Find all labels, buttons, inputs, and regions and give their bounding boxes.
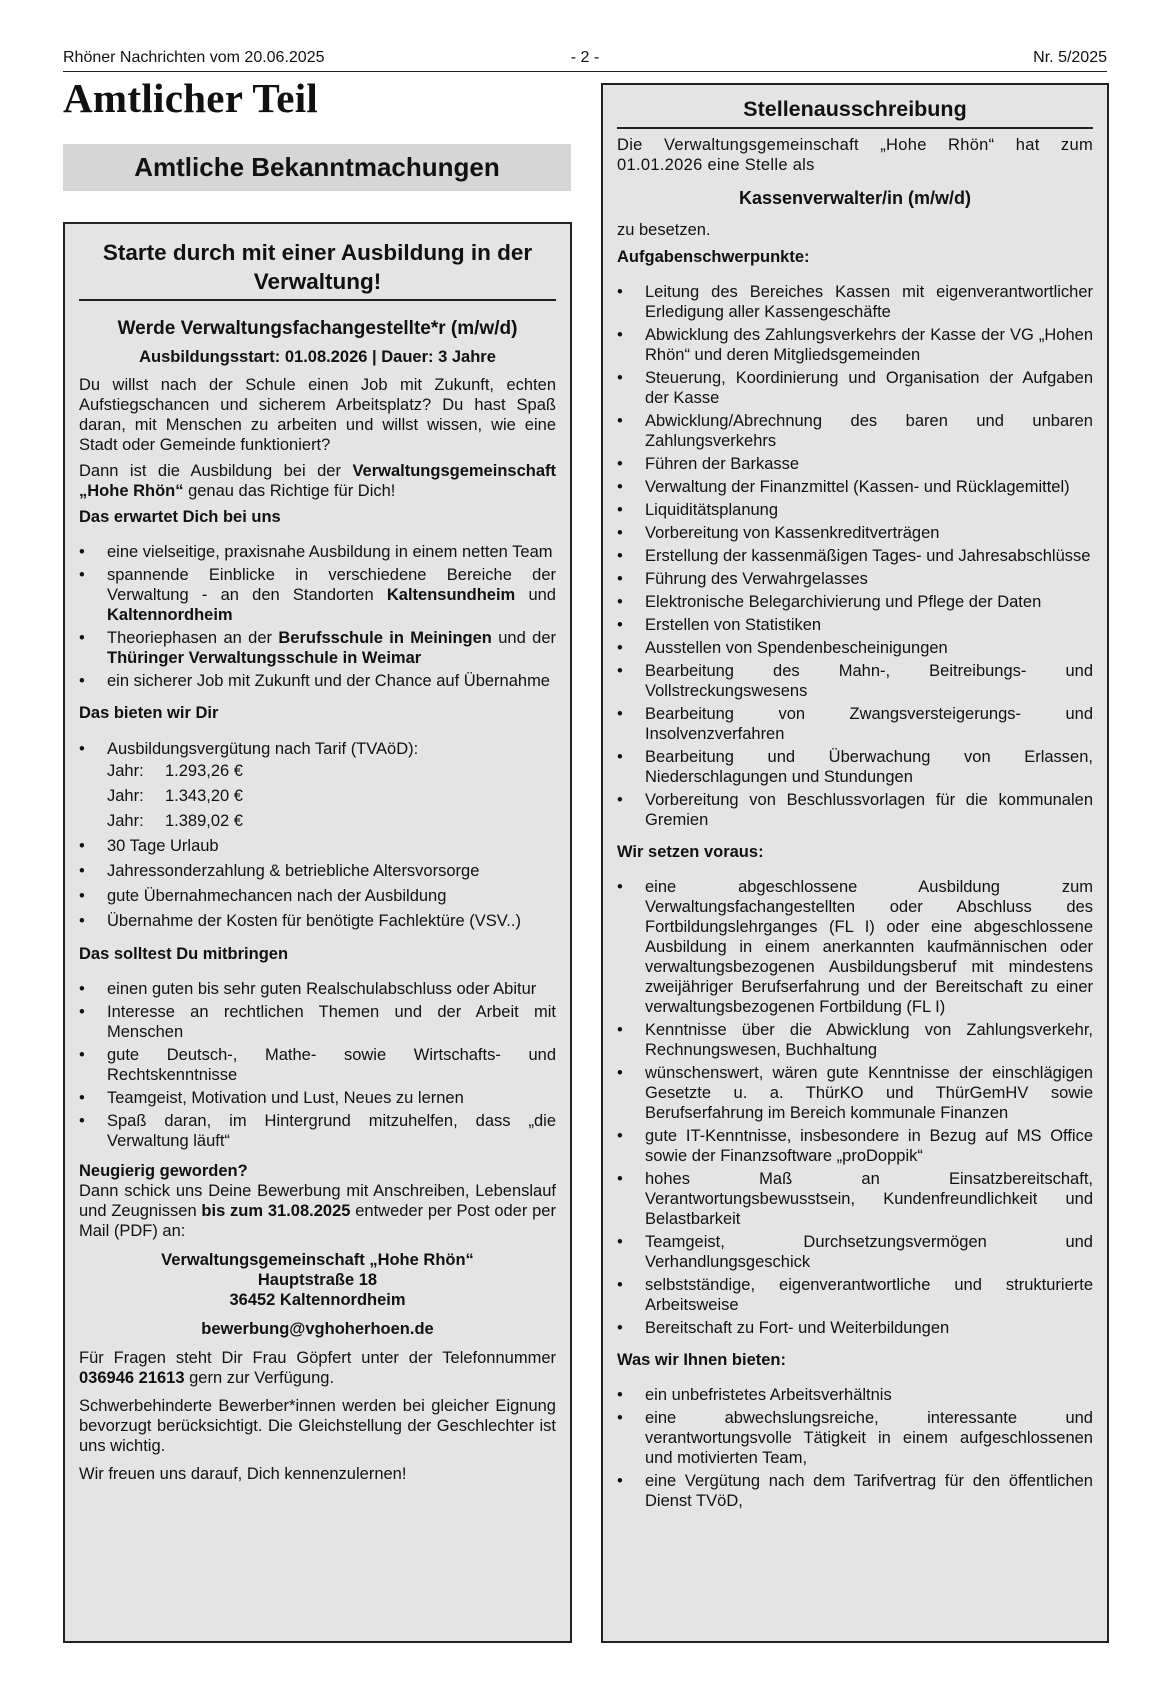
salary-row: Jahr: 1.389,02 € [107, 812, 243, 830]
page-title: Amtlicher Teil [63, 75, 319, 121]
job-ad-box [601, 83, 1109, 1643]
list-item: • Elektronische Belegarchivierung und Pflege der Daten [617, 592, 1093, 612]
section-title: Amtliche Bekanntmachungen [63, 144, 571, 191]
salary-row: Jahr: 1.293,26 € [107, 762, 243, 780]
training-start: Ausbildungsstart: 01.08.2026 | Dauer: 3 Jahre [139, 348, 496, 366]
closing-text: Wir freuen uns darauf, Dich kennenzulernen! [79, 1465, 407, 1483]
list-item: • Vorbereitung von Beschlussvorlagen für die kommunalen Gremien [617, 790, 1093, 830]
requirements-list [617, 877, 1093, 1338]
training-ad-box [63, 222, 572, 1643]
list-item: • selbstständige, eigenverantwortliche und strukturierte Arbeitsweise [617, 1275, 1093, 1315]
list-item: • gute IT-Kenntnisse, insbesondere in Bezug auf MS Office sowie der Finanzsoftware „proDoppik“ [617, 1126, 1093, 1166]
publication-date: Rhöner Nachrichten vom 20.06.2025 [63, 49, 325, 66]
training-intro-2: Dann ist die Ausbildung bei der Verwaltungsgemeinschaft „Hohe Rhön“ genau das Richtige für Dich! [79, 462, 556, 500]
salary-row: Jahr: 1.343,20 € [107, 787, 243, 805]
list-item: • Teamgeist, Motivation und Lust, Neues zu lernen [79, 1088, 556, 1108]
list-item: • Teamgeist, Durchsetzungsvermögen und Verhandlungsgeschick [617, 1232, 1093, 1272]
list-item: • wünschenswert, wären gute Kenntnisse der einschlägigen Gesetzte u. a. ThürKO und ThürGemHV sowie Berufserfahrung im Bereich kommunale Finanzen [617, 1063, 1093, 1123]
list-item: • Erstellen von Statistiken [617, 615, 1093, 635]
list-item: • Führung des Verwahrgelasses [617, 569, 1093, 589]
job-intro: Die Verwaltungsgemeinschaft „Hohe Rhön“ hat zum 01.01.2026 eine Stelle als [617, 136, 1093, 174]
list-item: • eine abgeschlossene Ausbildung zum Verwaltungsfachangestellten oder Abschluss des Fortbildungslehrganges (FL I) oder eine abgeschlossene Ausbildung in einem anerkannten kaufmännischen oder verwaltungsbezogenen Ausbildungsberuf mit mindestens zweijähriger Berufserfahrung und der Bereitschaft zu einer verwaltungsbezogenen Fortbildung (FL I) [617, 877, 1093, 1017]
curious-heading: Neugierig geworden? [79, 1162, 248, 1180]
list-item: • Bearbeitung des Mahn-, Beitreibungs- und Vollstreckungswesens [617, 661, 1093, 701]
list-item: • Übernahme der Kosten für benötigte Fachlektüre (VSV..) [79, 909, 556, 934]
offer-list [79, 739, 556, 759]
bring-heading: Das solltest Du mitbringen [79, 945, 289, 963]
list-item: • Verwaltung der Finanzmittel (Kassen- und Rücklagemittel) [617, 477, 1093, 497]
expect-heading: Das erwartet Dich bei uns [79, 508, 281, 526]
list-item: • Bereitschaft zu Fort- und Weiterbildungen [617, 1318, 1093, 1338]
benefits-list [617, 1385, 1093, 1511]
questions-text: Für Fragen steht Dir Frau Göpfert unter der Telefonnummer 036946 21613 gern zur Verfügung. [79, 1349, 556, 1387]
training-ad-title: Starte durch mit einer Ausbildung in der Verwaltung! [79, 238, 556, 301]
page-header [63, 49, 1107, 72]
page-number: - 2 - [570, 49, 600, 66]
list-item: • Theoriephasen an der Berufsschule in Meiningen und der Thüringer Verwaltungsschule in Weimar [79, 628, 556, 668]
training-position: Werde Verwaltungsfachangestellte*r (m/w/d) [117, 318, 518, 339]
issue-number: Nr. 5/2025 [1033, 49, 1107, 66]
list-item: • eine abwechslungsreiche, interessante und verantwortungsvolle Tätigkeit in einem aufgeschlossenen und motivierten Team, [617, 1408, 1093, 1468]
bring-list [79, 979, 556, 1151]
offer-heading: Das bieten wir Dir [79, 704, 219, 722]
benefits-heading: Was wir Ihnen bieten: [617, 1351, 786, 1369]
list-item: • Spaß daran, im Hintergrund mitzuhelfen, dass „die Verwaltung läuft“ [79, 1111, 556, 1151]
list-item: • Bearbeitung und Überwachung von Erlassen, Niederschlagungen und Stundungen [617, 747, 1093, 787]
list-item: • Kenntnisse über die Abwicklung von Zahlungsverkehr, Rechnungswesen, Buchhaltung [617, 1020, 1093, 1060]
expect-list [79, 542, 556, 691]
list-item: • Erstellung der kassenmäßigen Tages- und Jahresabschlüsse [617, 546, 1093, 566]
list-item: • Abwicklung/Abrechnung des baren und unbaren Zahlungsverkehrs [617, 411, 1093, 451]
list-item: • ein unbefristetes Arbeitsverhältnis [617, 1385, 1093, 1405]
list-item: • hohes Maß an Einsatzbereitschaft, Verantwortungsbewusstsein, Kundenfreundlichkeit und Belastbarkeit [617, 1169, 1093, 1229]
list-item: • Ausbildungsvergütung nach Tarif (TVAöD): [79, 739, 556, 759]
list-item: • ein sicherer Job mit Zukunft und der Chance auf Übernahme [79, 671, 556, 691]
list-item: • Führen der Barkasse [617, 454, 1093, 474]
apply-text: Dann schick uns Deine Bewerbung mit Anschreiben, Lebenslauf und Zeugnissen bis zum 31.08.2025 entweder per Post oder per Mail (PDF) an: [79, 1182, 556, 1240]
list-item: • Leitung des Bereiches Kassen mit eigenverantwortlicher Erledigung aller Kassengeschäfte [617, 282, 1093, 322]
disability-note: Schwerbehinderte Bewerber*innen werden bei gleicher Eignung bevorzugt berücksichtigt. Die Gleichstellung der Geschlechter ist uns wichtig. [79, 1397, 556, 1455]
email-address[interactable]: bewerbung@vghoherhoen.de [201, 1320, 434, 1338]
list-item: • Abwicklung des Zahlungsverkehrs der Kasse der VG „Hohen Rhön“ und deren Mitgliedsgemeinden [617, 325, 1093, 365]
tasks-list [617, 282, 1093, 830]
address-line: Hauptstraße 18 [257, 1271, 378, 1289]
requirements-heading: Wir setzen voraus: [617, 843, 764, 861]
job-ad-title: Stellenausschreibung [617, 95, 1093, 129]
address-line: 36452 Kaltennordheim [229, 1291, 406, 1309]
list-item: • eine Vergütung nach dem Tarifvertrag für den öffentlichen Dienst TVöD, [617, 1471, 1093, 1511]
list-item: • Steuerung, Koordinierung und Organisation der Aufgaben der Kasse [617, 368, 1093, 408]
list-item: • Interesse an rechtlichen Themen und der Arbeit mit Menschen [79, 1002, 556, 1042]
list-item: • 30 Tage Urlaub [79, 834, 556, 859]
list-item: • einen guten bis sehr guten Realschulabschluss oder Abitur [79, 979, 556, 999]
list-item: • Jahressonderzahlung & betriebliche Altersvorsorge [79, 859, 556, 884]
list-item: • Ausstellen von Spendenbescheinigungen [617, 638, 1093, 658]
list-item: • eine vielseitige, praxisnahe Ausbildung in einem netten Team [79, 542, 556, 562]
list-item: • Vorbereitung von Kassenkreditverträgen [617, 523, 1093, 543]
job-position: Kassenverwalter/in (m/w/d) [738, 188, 972, 208]
tasks-heading: Aufgabenschwerpunkte: [617, 248, 810, 266]
list-item: • gute Deutsch-, Mathe- sowie Wirtschafts- und Rechtskenntnisse [79, 1045, 556, 1085]
list-item: • Bearbeitung von Zwangsversteigerungs- und Insolvenzverfahren [617, 704, 1093, 744]
job-fill: zu besetzen. [617, 221, 711, 239]
training-intro: Du willst nach der Schule einen Job mit Zukunft, echten Aufstiegschancen und sicherem Arbeitsplatz? Du hast Spaß daran, mit Menschen zu arbeiten und willst wissen, wie eine Stadt oder Gemeinde funktioniert? [79, 376, 556, 454]
address-line: Verwaltungsgemeinschaft „Hohe Rhön“ [161, 1251, 474, 1269]
offer-list-2 [79, 834, 556, 934]
list-item: • Liquiditätsplanung [617, 500, 1093, 520]
list-item: • gute Übernahmechancen nach der Ausbildung [79, 884, 556, 909]
list-item: • spannende Einblicke in verschiedene Bereiche der Verwaltung - an den Standorten Kaltensundheim und Kaltennordheim [79, 565, 556, 625]
